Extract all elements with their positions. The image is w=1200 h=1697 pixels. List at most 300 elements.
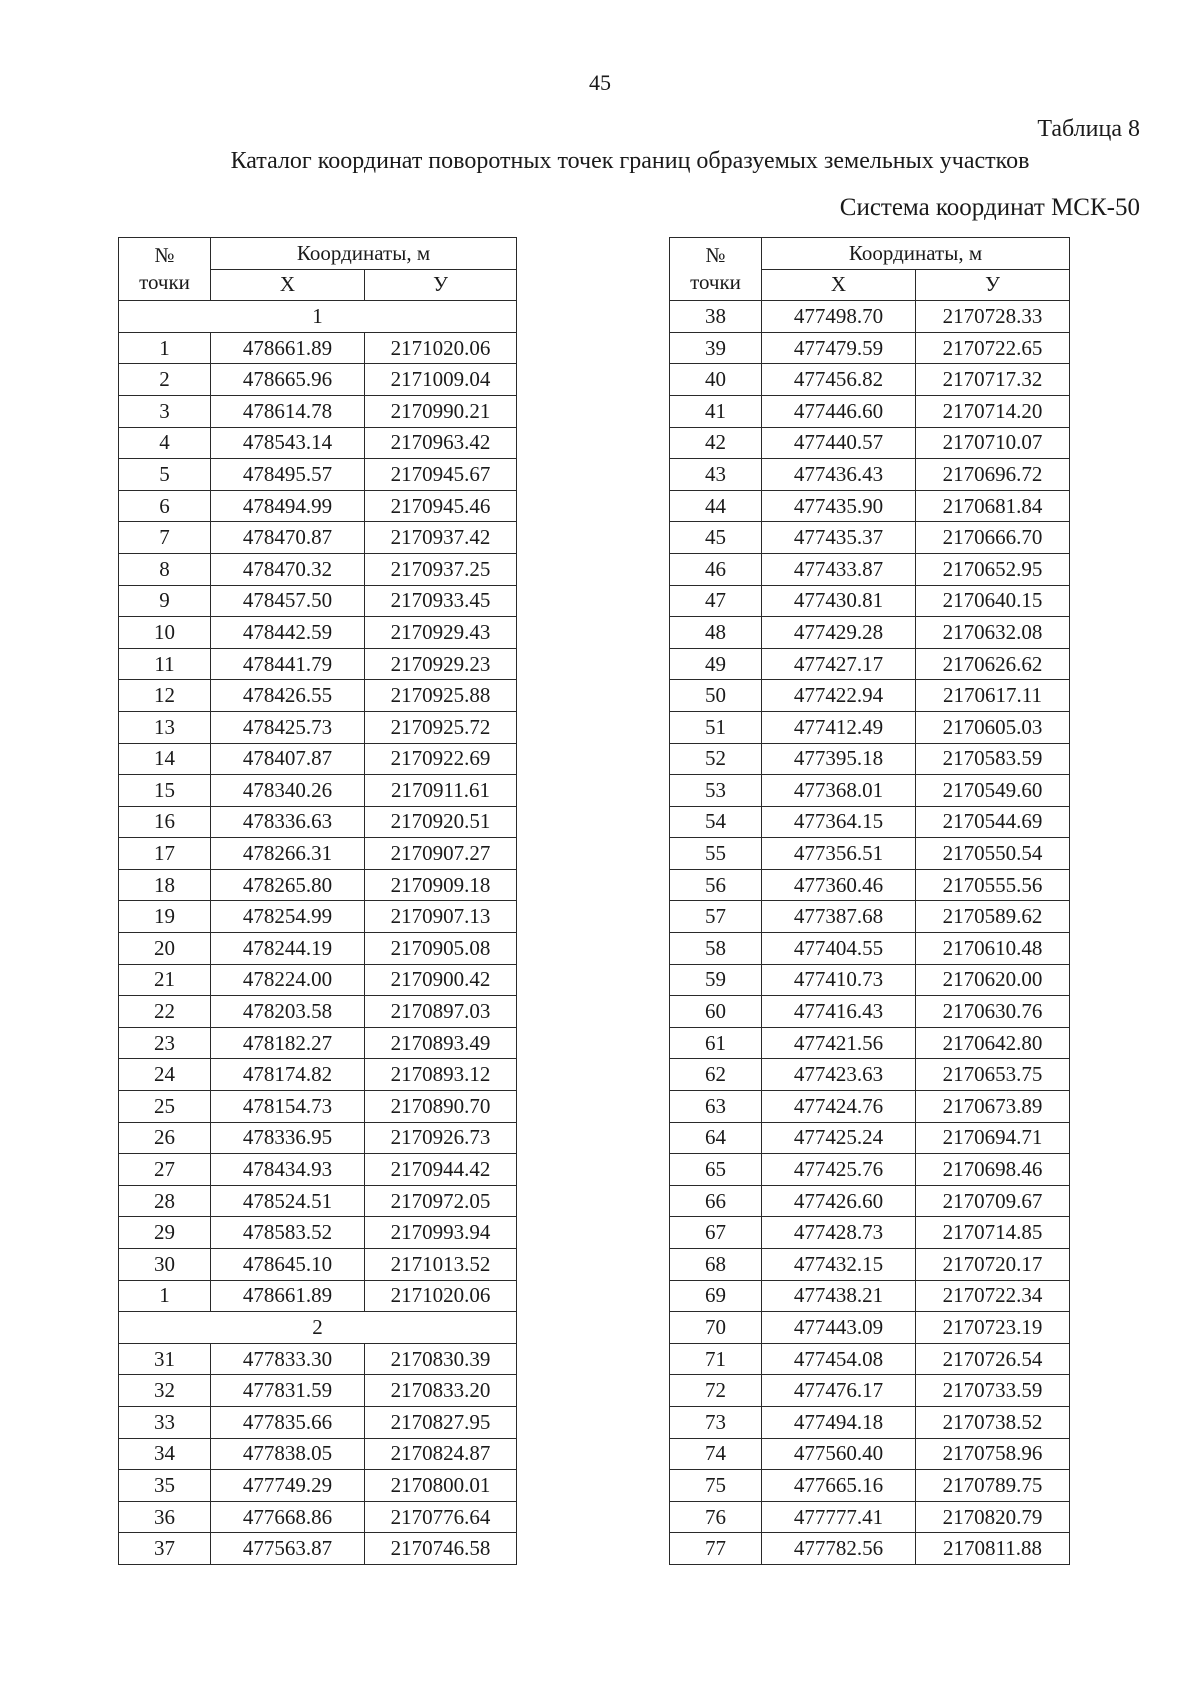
table-row [119,1343,517,1375]
x-coordinate-cell: 477427.17 [762,648,916,680]
y-coordinate-cell: 2170726.54 [916,1343,1070,1375]
y-coordinate-cell: 2170673.89 [916,1091,1070,1123]
point-number-cell: 77 [670,1533,762,1565]
point-number-cell: 3 [119,395,211,427]
point-number-cell: 15 [119,775,211,807]
y-coordinate-cell: 2170890.70 [365,1091,517,1123]
x-coordinate-cell: 477436.43 [762,459,916,491]
x-coordinate-cell: 478426.55 [211,680,365,712]
point-number-cell: 20 [119,933,211,965]
x-coordinate-cell: 478470.87 [211,522,365,554]
y-coordinate-cell: 2170738.52 [916,1406,1070,1438]
table-row [119,1470,517,1502]
point-number-cell: 37 [119,1533,211,1565]
y-coordinate-cell: 2170827.95 [365,1406,517,1438]
table-row [670,680,1070,712]
point-number-cell: 42 [670,427,762,459]
x-coordinate-cell: 477456.82 [762,364,916,396]
table-row [119,553,517,585]
section-row [119,301,517,333]
table-row [670,869,1070,901]
table-row [670,648,1070,680]
x-coordinate-cell: 477425.76 [762,1154,916,1186]
y-coordinate-cell: 2170893.12 [365,1059,517,1091]
table-row [670,1059,1070,1091]
point-number-cell: 23 [119,1027,211,1059]
x-coordinate-cell: 477412.49 [762,711,916,743]
x-coordinate-cell: 477435.90 [762,490,916,522]
table-row [670,1122,1070,1154]
y-coordinate-cell: 2170652.95 [916,553,1070,585]
y-coordinate-cell: 2170963.42 [365,427,517,459]
y-coordinate-cell: 2170626.62 [916,648,1070,680]
point-number-cell: 71 [670,1343,762,1375]
y-coordinate-cell: 2170907.13 [365,901,517,933]
point-number-cell: 64 [670,1122,762,1154]
y-coordinate-cell: 2170897.03 [365,996,517,1028]
table-label: Таблица 8 [1037,116,1140,142]
y-coordinate-cell: 2170709.67 [916,1185,1070,1217]
x-coordinate-cell: 478661.89 [211,332,365,364]
table-row [670,933,1070,965]
point-number-cell: 73 [670,1406,762,1438]
point-number-cell: 63 [670,1091,762,1123]
x-coordinate-cell: 477387.68 [762,901,916,933]
x-coordinate-cell: 477443.09 [762,1312,916,1344]
table-row [670,996,1070,1028]
x-coordinate-cell: 477395.18 [762,743,916,775]
point-number-cell: 72 [670,1375,762,1407]
y-coordinate-cell: 2170666.70 [916,522,1070,554]
x-coordinate-cell: 477833.30 [211,1343,365,1375]
point-number-cell: 61 [670,1027,762,1059]
x-coordinate-cell: 478182.27 [211,1027,365,1059]
coordinates-header: Координаты, м [211,238,517,270]
x-coordinate-cell: 477425.24 [762,1122,916,1154]
x-coordinate-cell: 477404.55 [762,933,916,965]
y-coordinate-cell: 2170925.72 [365,711,517,743]
point-number-cell: 31 [119,1343,211,1375]
coordinates-table-left [118,237,517,1565]
point-number-cell: 29 [119,1217,211,1249]
x-coordinate-cell: 477433.87 [762,553,916,585]
y-coordinate-cell: 2170824.87 [365,1438,517,1470]
y-coordinate-cell: 2170617.11 [916,680,1070,712]
table-row [670,838,1070,870]
table-row [119,395,517,427]
table-row [119,1154,517,1186]
table-row [119,1217,517,1249]
table-row [119,1122,517,1154]
y-coordinate-cell: 2170632.08 [916,617,1070,649]
point-number-cell: 70 [670,1312,762,1344]
point-number-cell: 1 [119,1280,211,1312]
y-coordinate-cell: 2170972.05 [365,1185,517,1217]
y-coordinate-cell: 2170694.71 [916,1122,1070,1154]
point-number-cell: 76 [670,1501,762,1533]
point-number-cell: 6 [119,490,211,522]
x-coordinate-cell: 478244.19 [211,933,365,965]
point-number-cell: 18 [119,869,211,901]
table-row [670,332,1070,364]
y-column-header: У [365,269,517,301]
y-coordinate-cell: 2170758.96 [916,1438,1070,1470]
y-coordinate-cell: 2170922.69 [365,743,517,775]
point-number-cell: 49 [670,648,762,680]
table-row [119,364,517,396]
x-coordinate-cell: 477782.56 [762,1533,916,1565]
table-row [670,1217,1070,1249]
page-number: 45 [589,70,611,95]
table-row [119,1249,517,1281]
point-number-cell: 25 [119,1091,211,1123]
point-number-cell: 60 [670,996,762,1028]
table-row [119,806,517,838]
x-column-header: X [762,269,916,301]
section-row [119,1312,517,1344]
point-number-cell: 26 [119,1122,211,1154]
point-number-cell: 43 [670,459,762,491]
x-coordinate-cell: 477438.21 [762,1280,916,1312]
table-row [119,1501,517,1533]
y-coordinate-cell: 2170723.19 [916,1312,1070,1344]
table-row [119,775,517,807]
point-number-cell: 62 [670,1059,762,1091]
y-coordinate-cell: 2170929.43 [365,617,517,649]
x-coordinate-cell: 478583.52 [211,1217,365,1249]
point-number-cell: 39 [670,332,762,364]
y-coordinate-cell: 2171020.06 [365,332,517,364]
x-coordinate-cell: 477563.87 [211,1533,365,1565]
point-number-header-line1: № [154,242,175,267]
x-coordinate-cell: 478336.63 [211,806,365,838]
point-number-cell: 58 [670,933,762,965]
document-title: Каталог координат поворотных точек границ образуемых земельных участков [230,148,1030,174]
point-number-cell: 34 [119,1438,211,1470]
x-coordinate-cell: 478457.50 [211,585,365,617]
x-coordinate-cell: 478645.10 [211,1249,365,1281]
x-coordinate-cell: 477831.59 [211,1375,365,1407]
x-coordinate-cell: 478495.57 [211,459,365,491]
x-coordinate-cell: 477498.70 [762,301,916,333]
point-number-cell: 68 [670,1249,762,1281]
point-number-cell: 19 [119,901,211,933]
table-row [670,585,1070,617]
x-coordinate-cell: 478340.26 [211,775,365,807]
x-coordinate-cell: 477368.01 [762,775,916,807]
x-coordinate-cell: 477430.81 [762,585,916,617]
y-coordinate-cell: 2170549.60 [916,775,1070,807]
coordinates-header: Координаты, м [762,238,1070,270]
x-coordinate-cell: 477410.73 [762,964,916,996]
x-coordinate-cell: 478614.78 [211,395,365,427]
table-row [670,901,1070,933]
point-number-cell: 16 [119,806,211,838]
y-coordinate-cell: 2170555.56 [916,869,1070,901]
table-row [670,1280,1070,1312]
table-row [119,1533,517,1565]
y-coordinate-cell: 2171020.06 [365,1280,517,1312]
table-row [119,964,517,996]
point-number-cell: 4 [119,427,211,459]
y-coordinate-cell: 2170605.03 [916,711,1070,743]
point-number-header [670,238,762,301]
point-number-header [119,238,211,301]
table-row [119,1027,517,1059]
point-number-cell: 46 [670,553,762,585]
table-row [670,459,1070,491]
table-row [670,1091,1070,1123]
y-coordinate-cell: 2170830.39 [365,1343,517,1375]
point-number-cell: 48 [670,617,762,649]
y-coordinate-cell: 2170909.18 [365,869,517,901]
x-coordinate-cell: 477432.15 [762,1249,916,1281]
y-coordinate-cell: 2170610.48 [916,933,1070,965]
table-row [119,996,517,1028]
table-row [119,933,517,965]
y-coordinate-cell: 2170722.65 [916,332,1070,364]
y-coordinate-cell: 2170993.94 [365,1217,517,1249]
y-coordinate-cell: 2170698.46 [916,1154,1070,1186]
point-number-cell: 67 [670,1217,762,1249]
y-coordinate-cell: 2170937.25 [365,553,517,585]
point-number-cell: 17 [119,838,211,870]
point-number-cell: 74 [670,1438,762,1470]
y-coordinate-cell: 2170642.80 [916,1027,1070,1059]
point-number-cell: 47 [670,585,762,617]
y-coordinate-cell: 2170945.46 [365,490,517,522]
x-coordinate-cell: 477838.05 [211,1438,365,1470]
table-row [119,1091,517,1123]
x-coordinate-cell: 478254.99 [211,901,365,933]
point-number-cell: 75 [670,1470,762,1502]
y-coordinate-cell: 2170907.27 [365,838,517,870]
y-coordinate-cell: 2170728.33 [916,301,1070,333]
table-row [670,1533,1070,1565]
point-number-cell: 2 [119,364,211,396]
table-row [670,522,1070,554]
y-coordinate-cell: 2171009.04 [365,364,517,396]
point-number-cell: 22 [119,996,211,1028]
table-row [119,427,517,459]
table-row [670,364,1070,396]
table-row [119,617,517,649]
table-row [670,1312,1070,1344]
point-number-cell: 14 [119,743,211,775]
x-coordinate-cell: 477777.41 [762,1501,916,1533]
x-coordinate-cell: 478470.32 [211,553,365,585]
y-coordinate-cell: 2170720.17 [916,1249,1070,1281]
point-number-cell: 57 [670,901,762,933]
x-coordinate-cell: 478665.96 [211,364,365,396]
x-coordinate-cell: 477454.08 [762,1343,916,1375]
y-coordinate-cell: 2170811.88 [916,1533,1070,1565]
point-number-cell: 9 [119,585,211,617]
table-row [119,648,517,680]
y-coordinate-cell: 2170722.34 [916,1280,1070,1312]
y-coordinate-cell: 2170714.85 [916,1217,1070,1249]
table-row [119,743,517,775]
y-coordinate-cell: 2170893.49 [365,1027,517,1059]
y-coordinate-cell: 2170733.59 [916,1375,1070,1407]
x-coordinate-cell: 477560.40 [762,1438,916,1470]
point-number-cell: 53 [670,775,762,807]
table-row [670,964,1070,996]
table-row [119,680,517,712]
y-coordinate-cell: 2170696.72 [916,459,1070,491]
y-coordinate-cell: 2170710.07 [916,427,1070,459]
table-row [670,743,1070,775]
x-coordinate-cell: 478265.80 [211,869,365,901]
y-coordinate-cell: 2170589.62 [916,901,1070,933]
y-coordinate-cell: 2170583.59 [916,743,1070,775]
y-coordinate-cell: 2170944.42 [365,1154,517,1186]
point-number-cell: 28 [119,1185,211,1217]
x-coordinate-cell: 477494.18 [762,1406,916,1438]
y-coordinate-cell: 2170911.61 [365,775,517,807]
y-coordinate-cell: 2170929.23 [365,648,517,680]
point-number-cell: 1 [119,332,211,364]
y-coordinate-cell: 2170925.88 [365,680,517,712]
table-row [119,869,517,901]
table-row [670,711,1070,743]
table-row [670,1438,1070,1470]
table-row [119,711,517,743]
y-coordinate-cell: 2170544.69 [916,806,1070,838]
y-coordinate-cell: 2170900.42 [365,964,517,996]
x-coordinate-cell: 478203.58 [211,996,365,1028]
coordinate-system-label: Система координат МСК-50 [839,194,1140,221]
section-number: 1 [119,301,517,333]
y-coordinate-cell: 2170640.15 [916,585,1070,617]
x-coordinate-cell: 477360.46 [762,869,916,901]
x-coordinate-cell: 477435.37 [762,522,916,554]
point-number-header-line2: точки [139,270,190,295]
x-coordinate-cell: 478543.14 [211,427,365,459]
table-row [670,1027,1070,1059]
table-row [670,617,1070,649]
x-coordinate-cell: 477446.60 [762,395,916,427]
table-row [670,1249,1070,1281]
point-number-cell: 5 [119,459,211,491]
point-number-cell: 38 [670,301,762,333]
point-number-cell: 32 [119,1375,211,1407]
y-coordinate-cell: 2170905.08 [365,933,517,965]
table-row [119,1375,517,1407]
x-coordinate-cell: 478174.82 [211,1059,365,1091]
point-number-cell: 45 [670,522,762,554]
y-column-header: У [916,269,1070,301]
table-row [670,395,1070,427]
x-coordinate-cell: 477749.29 [211,1470,365,1502]
x-coordinate-cell: 478494.99 [211,490,365,522]
table-row [119,1406,517,1438]
x-coordinate-cell: 477416.43 [762,996,916,1028]
table-row [670,553,1070,585]
x-coordinate-cell: 477668.86 [211,1501,365,1533]
x-coordinate-cell: 477356.51 [762,838,916,870]
point-number-header-line2: точки [690,270,741,295]
point-number-cell: 65 [670,1154,762,1186]
table-row [670,806,1070,838]
x-coordinate-cell: 477429.28 [762,617,916,649]
y-coordinate-cell: 2170933.45 [365,585,517,617]
table-row [119,1185,517,1217]
x-coordinate-cell: 478224.00 [211,964,365,996]
point-number-cell: 33 [119,1406,211,1438]
point-number-cell: 69 [670,1280,762,1312]
point-number-cell: 10 [119,617,211,649]
table-row [670,1185,1070,1217]
table-row [670,1375,1070,1407]
x-coordinate-cell: 478661.89 [211,1280,365,1312]
y-coordinate-cell: 2170820.79 [916,1501,1070,1533]
x-coordinate-cell: 477423.63 [762,1059,916,1091]
y-coordinate-cell: 2170746.58 [365,1533,517,1565]
table-row [119,838,517,870]
table-row [670,1470,1070,1502]
point-number-cell: 54 [670,806,762,838]
x-coordinate-cell: 478154.73 [211,1091,365,1123]
point-number-cell: 8 [119,553,211,585]
x-coordinate-cell: 477428.73 [762,1217,916,1249]
x-coordinate-cell: 477426.60 [762,1185,916,1217]
table-row [670,775,1070,807]
x-coordinate-cell: 478441.79 [211,648,365,680]
x-coordinate-cell: 477835.66 [211,1406,365,1438]
y-coordinate-cell: 2170681.84 [916,490,1070,522]
table-row [670,1406,1070,1438]
point-number-cell: 50 [670,680,762,712]
table-row [119,901,517,933]
table-row [119,332,517,364]
point-number-cell: 44 [670,490,762,522]
table-row [670,1501,1070,1533]
x-coordinate-cell: 477440.57 [762,427,916,459]
y-coordinate-cell: 2170937.42 [365,522,517,554]
table-row [119,459,517,491]
point-number-cell: 66 [670,1185,762,1217]
point-number-cell: 7 [119,522,211,554]
x-column-header: X [211,269,365,301]
x-coordinate-cell: 478266.31 [211,838,365,870]
x-coordinate-cell: 478407.87 [211,743,365,775]
x-coordinate-cell: 477364.15 [762,806,916,838]
point-number-cell: 13 [119,711,211,743]
table-row [670,1343,1070,1375]
point-number-cell: 55 [670,838,762,870]
x-coordinate-cell: 477424.76 [762,1091,916,1123]
point-number-cell: 30 [119,1249,211,1281]
point-number-header-line1: № [705,242,726,267]
table-row [119,522,517,554]
table-row [119,585,517,617]
y-coordinate-cell: 2170620.00 [916,964,1070,996]
point-number-cell: 27 [119,1154,211,1186]
point-number-cell: 35 [119,1470,211,1502]
x-coordinate-cell: 478425.73 [211,711,365,743]
y-coordinate-cell: 2170717.32 [916,364,1070,396]
table-row [670,301,1070,333]
x-coordinate-cell: 477479.59 [762,332,916,364]
point-number-cell: 12 [119,680,211,712]
y-coordinate-cell: 2171013.52 [365,1249,517,1281]
coordinates-table-right [669,237,1070,1565]
table-row [670,490,1070,522]
table-row [119,1438,517,1470]
y-coordinate-cell: 2170990.21 [365,395,517,427]
x-coordinate-cell: 477476.17 [762,1375,916,1407]
